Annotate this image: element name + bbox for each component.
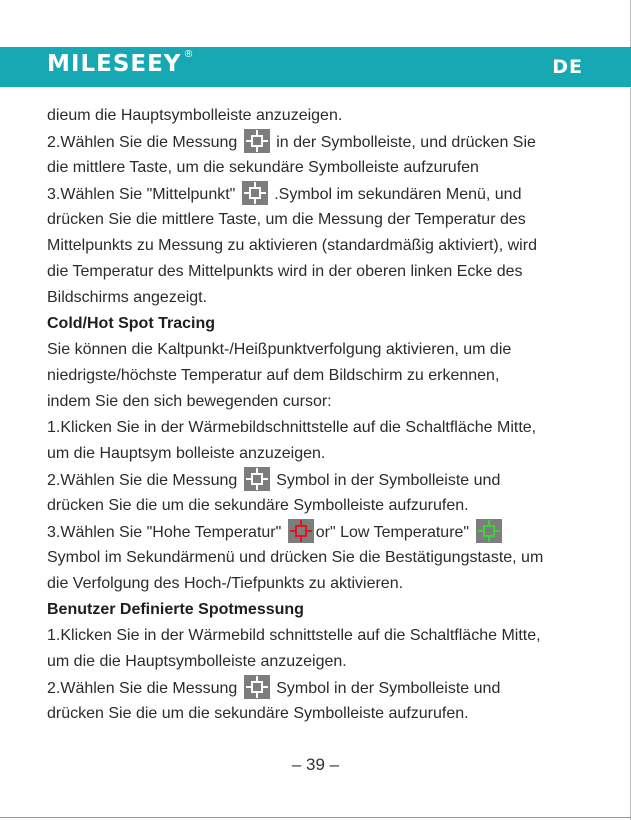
crosshair-gray-icon — [242, 181, 268, 205]
crosshair-gray-icon — [244, 129, 270, 153]
crosshair-green-icon — [476, 519, 502, 543]
section-heading-cold-hot-spot: Cold/Hot Spot Tracing — [47, 315, 215, 332]
section-heading-custom-spot: Benutzer Definierte Spotmessung — [47, 601, 304, 618]
text-line — [47, 675, 607, 701]
text-line: 1.Klicken Sie in der Wärmebild schnittstelle auf die Schaltfläche Mitte, — [47, 627, 541, 644]
text-line: drücken Sie die um die sekundäre Symbolleiste aufzurufen. — [47, 497, 469, 514]
text-segment: in der Symbolleiste, und drücken Sie — [271, 134, 536, 151]
text-line: die Verfolgung des Hoch-/Tiefpunkts zu aktivieren. — [47, 575, 404, 592]
text-line: die Temperatur des Mittelpunkts wird in der oberen linken Ecke des — [47, 263, 523, 280]
text-line — [47, 519, 607, 545]
trademark-symbol: ® — [183, 49, 195, 60]
text-line — [47, 129, 607, 155]
page-number: – 39 – — [291, 755, 340, 774]
text-line: Mittelpunkts zu Messung zu aktivieren (standardmäßig aktiviert), wird — [47, 237, 537, 254]
text-segment: or" Low Temperature" — [315, 524, 474, 541]
text-segment: 2.Wählen Sie die Messung — [47, 134, 242, 151]
text-line: niedrigste/höchste Temperatur auf dem Bildschirm zu erkennen, — [47, 367, 500, 384]
text-line: Bildschirms angezeigt. — [47, 289, 208, 306]
bottom-rule — [0, 817, 631, 818]
brand-logo — [47, 51, 194, 77]
text-line: indem Sie den sich bewegenden cursor: — [47, 393, 332, 410]
text-segment: 2.Wählen Sie die Messung — [47, 680, 242, 697]
text-line — [47, 467, 607, 493]
text-line: die mittlere Taste, um die sekundäre Symbolleiste aufzurufen — [47, 159, 479, 176]
crosshair-gray-icon — [244, 675, 270, 699]
text-segment: 3.Wählen Sie "Hohe Temperatur" — [47, 524, 286, 541]
header-bar — [0, 47, 631, 87]
text-segment: Symbol in der Symbolleiste und — [271, 472, 501, 489]
text-segment: 2.Wählen Sie die Messung — [47, 472, 242, 489]
text-line: Sie können die Kaltpunkt-/Heißpunktverfolgung aktivieren, um die — [47, 341, 512, 358]
crosshair-red-icon — [288, 519, 314, 543]
text-line: drücken Sie die mittlere Taste, um die Messung der Temperatur des — [47, 211, 526, 228]
text-line: 1.Klicken Sie in der Wärmebildschnittstelle auf die Schaltfläche Mitte, — [47, 419, 537, 436]
text-line: Symbol im Sekundärmenü und drücken Sie die Bestätigungstaste, um — [47, 549, 544, 566]
text-line — [47, 181, 607, 207]
brand-name: MILESEEY — [47, 51, 182, 77]
text-line: um die die Hauptsymbolleiste anzuzeigen. — [47, 653, 347, 670]
text-segment: 3.Wählen Sie "Mittelpunkt" — [47, 186, 240, 203]
text-line: um die Hauptsym bolleiste anzuzeigen. — [47, 445, 326, 462]
text-segment: Symbol in der Symbolleiste und — [271, 680, 501, 697]
text-line: drücken Sie die um die sekundäre Symbolleiste aufzurufen. — [47, 705, 469, 722]
text-line: dieum die Hauptsymbolleiste anzuzeigen. — [47, 107, 343, 124]
text-segment: .Symbol im sekundären Menü, und — [269, 186, 522, 203]
page-body — [47, 103, 607, 727]
crosshair-gray-icon — [244, 467, 270, 491]
language-code: DE — [552, 56, 583, 78]
